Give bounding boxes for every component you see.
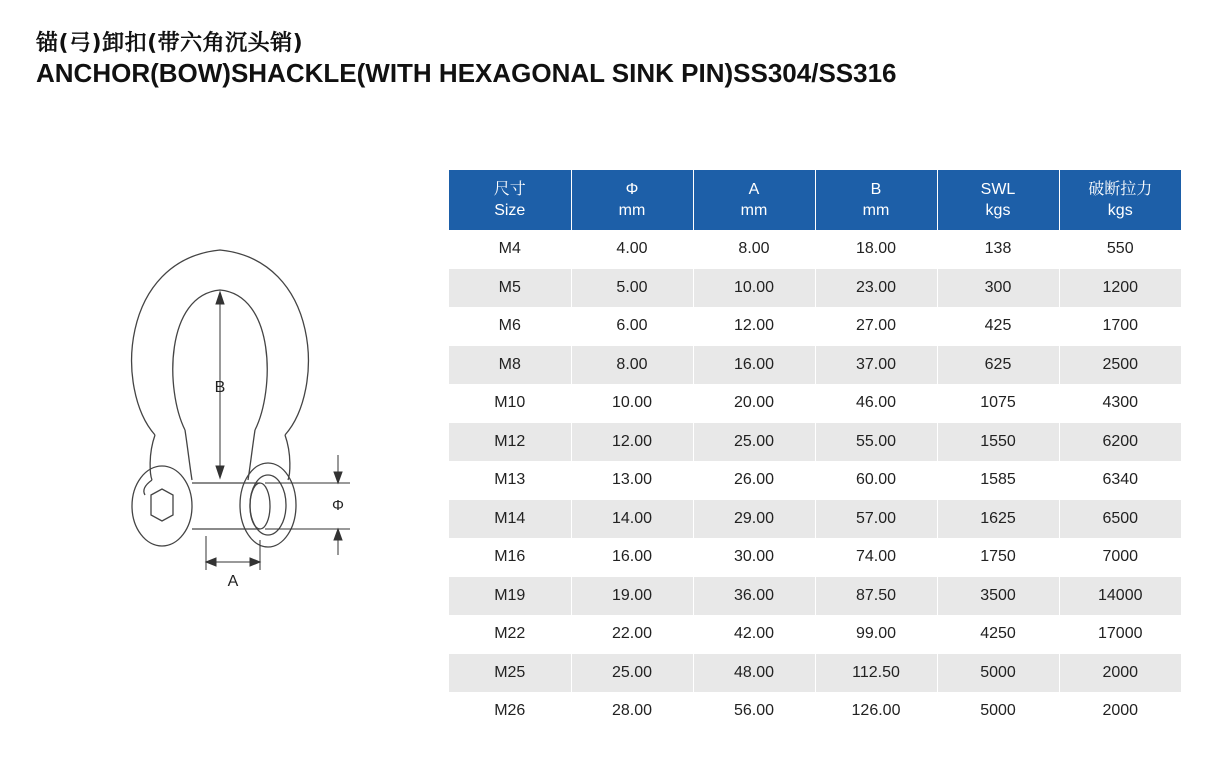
header-breaking-load-unit: kgs bbox=[1107, 202, 1133, 219]
cell-size: M25 bbox=[449, 654, 571, 693]
cell-phi: 13.00 bbox=[571, 461, 693, 500]
cell-swl: 425 bbox=[937, 307, 1059, 346]
table-row bbox=[449, 230, 1181, 269]
cell-size: M6 bbox=[449, 307, 571, 346]
cell-a: 10.00 bbox=[693, 269, 815, 308]
table-row bbox=[449, 269, 1181, 308]
cell-a: 42.00 bbox=[693, 615, 815, 654]
cell-size: M12 bbox=[449, 423, 571, 462]
dimension-label-phi: Φ bbox=[332, 497, 344, 514]
cell-breaking-load: 1200 bbox=[1059, 269, 1181, 308]
cell-b: 74.00 bbox=[815, 538, 937, 577]
cell-b: 60.00 bbox=[815, 461, 937, 500]
cell-size: M13 bbox=[449, 461, 571, 500]
table-row bbox=[449, 615, 1181, 654]
table-row bbox=[449, 423, 1181, 462]
page-title-chinese: 锚(弓)卸扣(带六角沉头销) bbox=[36, 31, 304, 56]
dimension-label-b: B bbox=[214, 379, 226, 396]
cell-breaking-load: 7000 bbox=[1059, 538, 1181, 577]
cell-breaking-load: 6500 bbox=[1059, 500, 1181, 539]
cell-swl: 138 bbox=[937, 230, 1059, 269]
cell-breaking-load: 550 bbox=[1059, 230, 1181, 269]
cell-breaking-load: 17000 bbox=[1059, 615, 1181, 654]
cell-phi: 28.00 bbox=[571, 692, 693, 731]
cell-size: M19 bbox=[449, 577, 571, 616]
table-header-row bbox=[449, 170, 1181, 230]
table-row bbox=[449, 461, 1181, 500]
cell-phi: 4.00 bbox=[571, 230, 693, 269]
cell-swl: 1585 bbox=[937, 461, 1059, 500]
cell-a: 30.00 bbox=[693, 538, 815, 577]
header-phi-symbol: Φ bbox=[625, 181, 639, 198]
header-b-unit: mm bbox=[862, 202, 890, 219]
cell-a: 56.00 bbox=[693, 692, 815, 731]
cell-phi: 22.00 bbox=[571, 615, 693, 654]
cell-b: 37.00 bbox=[815, 346, 937, 385]
header-swl-label: SWL bbox=[980, 181, 1016, 198]
cell-phi: 8.00 bbox=[571, 346, 693, 385]
cell-a: 8.00 bbox=[693, 230, 815, 269]
header-b-symbol: B bbox=[870, 181, 882, 198]
cell-swl: 1075 bbox=[937, 384, 1059, 423]
table-body bbox=[449, 230, 1181, 731]
cell-swl: 5000 bbox=[937, 692, 1059, 731]
cell-swl: 1625 bbox=[937, 500, 1059, 539]
cell-phi: 10.00 bbox=[571, 384, 693, 423]
cell-b: 112.50 bbox=[815, 654, 937, 693]
shackle-diagram bbox=[110, 240, 370, 600]
cell-b: 23.00 bbox=[815, 269, 937, 308]
table-row bbox=[449, 346, 1181, 385]
cell-phi: 6.00 bbox=[571, 307, 693, 346]
header-a-unit: mm bbox=[740, 202, 768, 219]
cell-breaking-load: 6340 bbox=[1059, 461, 1181, 500]
cell-breaking-load: 2000 bbox=[1059, 654, 1181, 693]
cell-swl: 3500 bbox=[937, 577, 1059, 616]
cell-phi: 25.00 bbox=[571, 654, 693, 693]
dimension-label-a: A bbox=[227, 573, 239, 590]
header-phi bbox=[571, 170, 693, 230]
cell-phi: 12.00 bbox=[571, 423, 693, 462]
cell-swl: 1750 bbox=[937, 538, 1059, 577]
cell-size: M4 bbox=[449, 230, 571, 269]
cell-phi: 14.00 bbox=[571, 500, 693, 539]
cell-b: 27.00 bbox=[815, 307, 937, 346]
header-swl bbox=[937, 170, 1059, 230]
page-title-english: ANCHOR(BOW)SHACKLE(WITH HEXAGONAL SINK PIN)SS304/SS316 bbox=[36, 58, 897, 88]
cell-b: 46.00 bbox=[815, 384, 937, 423]
table-row bbox=[449, 307, 1181, 346]
header-b bbox=[815, 170, 937, 230]
header-swl-unit: kgs bbox=[985, 202, 1011, 219]
cell-b: 126.00 bbox=[815, 692, 937, 731]
cell-a: 12.00 bbox=[693, 307, 815, 346]
header-breaking-load-cn: 破断拉力 bbox=[1088, 181, 1153, 198]
cell-breaking-load: 14000 bbox=[1059, 577, 1181, 616]
cell-a: 25.00 bbox=[693, 423, 815, 462]
cell-size: M10 bbox=[449, 384, 571, 423]
header-a-symbol: A bbox=[748, 181, 760, 198]
header-breaking-load bbox=[1059, 170, 1181, 230]
table-row bbox=[449, 577, 1181, 616]
cell-b: 55.00 bbox=[815, 423, 937, 462]
cell-phi: 16.00 bbox=[571, 538, 693, 577]
specification-table bbox=[449, 170, 1181, 731]
header-size bbox=[449, 170, 571, 230]
cell-size: M16 bbox=[449, 538, 571, 577]
cell-size: M22 bbox=[449, 615, 571, 654]
cell-a: 16.00 bbox=[693, 346, 815, 385]
cell-a: 29.00 bbox=[693, 500, 815, 539]
header-a bbox=[693, 170, 815, 230]
cell-breaking-load: 6200 bbox=[1059, 423, 1181, 462]
cell-phi: 5.00 bbox=[571, 269, 693, 308]
cell-b: 18.00 bbox=[815, 230, 937, 269]
cell-size: M8 bbox=[449, 346, 571, 385]
table-row bbox=[449, 384, 1181, 423]
cell-b: 87.50 bbox=[815, 577, 937, 616]
header-size-en: Size bbox=[494, 202, 526, 219]
table-row bbox=[449, 654, 1181, 693]
cell-swl: 5000 bbox=[937, 654, 1059, 693]
cell-a: 48.00 bbox=[693, 654, 815, 693]
table-row bbox=[449, 500, 1181, 539]
cell-size: M26 bbox=[449, 692, 571, 731]
cell-size: M5 bbox=[449, 269, 571, 308]
cell-b: 57.00 bbox=[815, 500, 937, 539]
cell-swl: 625 bbox=[937, 346, 1059, 385]
header-phi-unit: mm bbox=[618, 202, 646, 219]
table-row bbox=[449, 692, 1181, 731]
cell-a: 20.00 bbox=[693, 384, 815, 423]
cell-phi: 19.00 bbox=[571, 577, 693, 616]
cell-breaking-load: 4300 bbox=[1059, 384, 1181, 423]
cell-a: 36.00 bbox=[693, 577, 815, 616]
cell-b: 99.00 bbox=[815, 615, 937, 654]
cell-size: M14 bbox=[449, 500, 571, 539]
cell-breaking-load: 2000 bbox=[1059, 692, 1181, 731]
cell-breaking-load: 2500 bbox=[1059, 346, 1181, 385]
cell-swl: 1550 bbox=[937, 423, 1059, 462]
cell-a: 26.00 bbox=[693, 461, 815, 500]
cell-swl: 300 bbox=[937, 269, 1059, 308]
cell-swl: 4250 bbox=[937, 615, 1059, 654]
cell-breaking-load: 1700 bbox=[1059, 307, 1181, 346]
header-size-cn: 尺寸 bbox=[493, 181, 526, 198]
table-row bbox=[449, 538, 1181, 577]
